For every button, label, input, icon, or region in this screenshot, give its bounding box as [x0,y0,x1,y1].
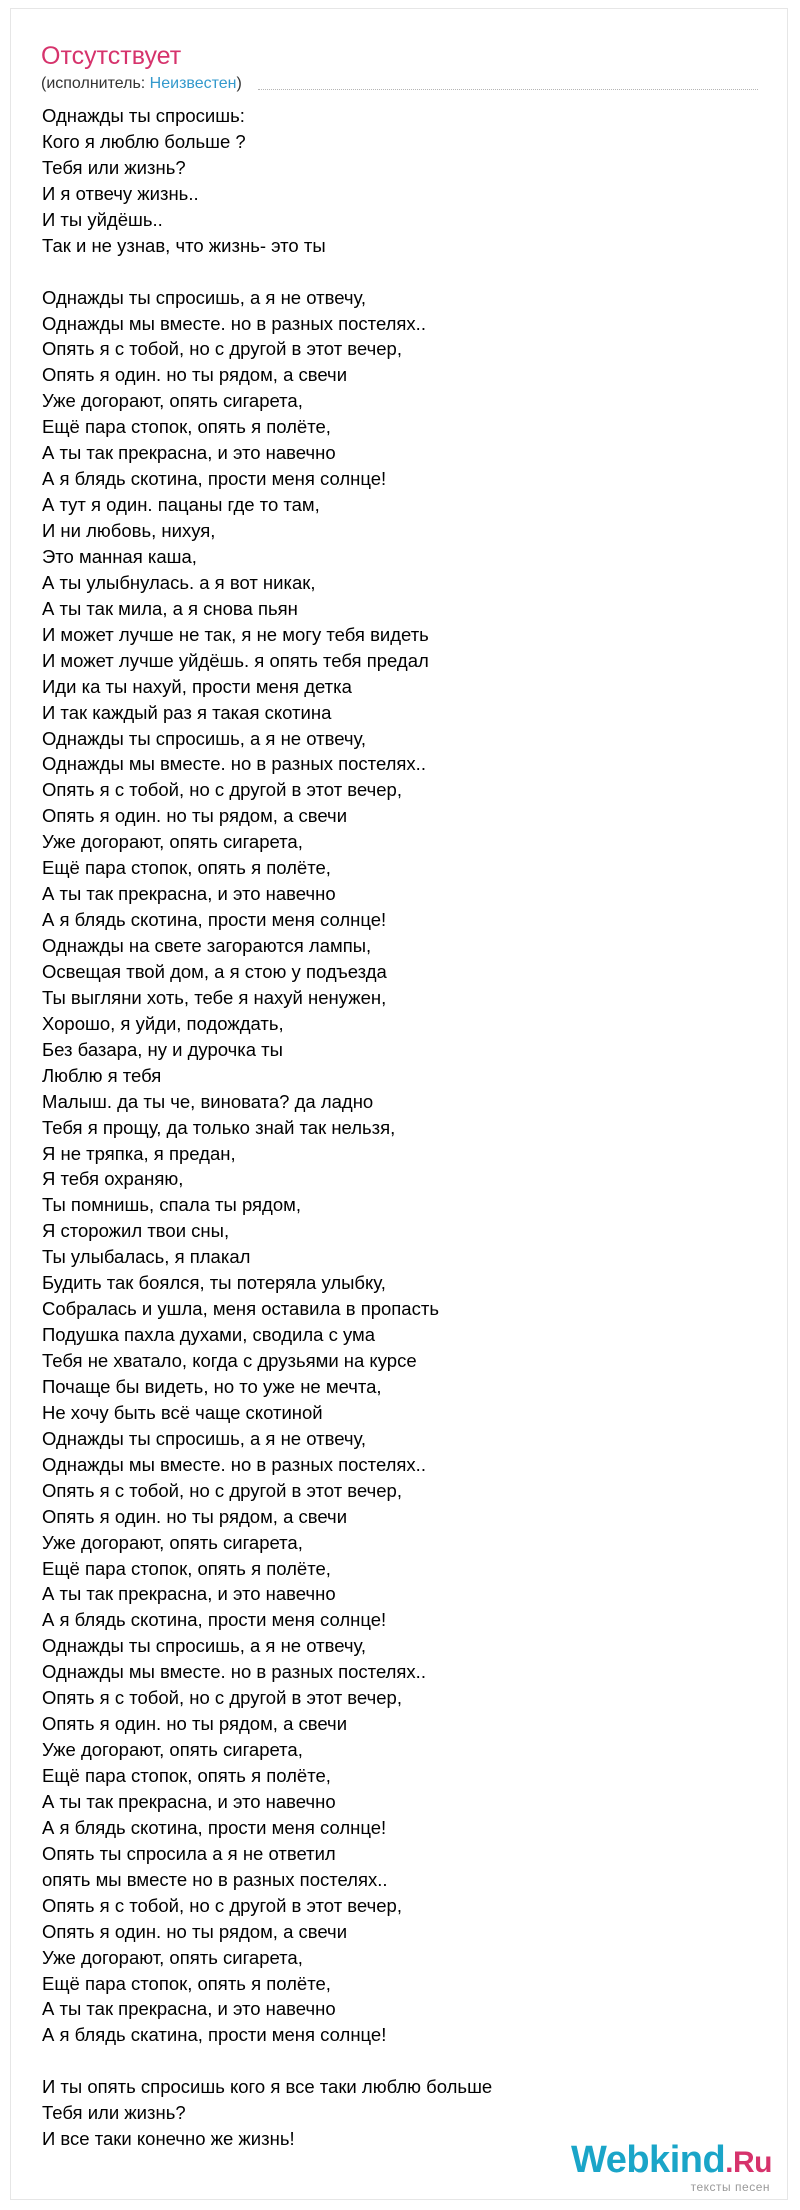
lyric-line: А тут я один. пацаны где то там, [42,494,320,516]
lyric-line: И ты уйдёшь.. [42,208,163,230]
lyric-line: А ты так прекрасна, и это навечно [42,442,336,464]
artist-link[interactable]: Неизвестен [149,75,237,92]
lyric-line: А ты так прекрасна, и это навечно [42,883,336,905]
lyric-line: Так и не узнав, что жизнь- это ты [42,234,326,256]
artist-line [41,74,242,94]
lyric-line: А я блядь скотина, прости меня солнце! [42,468,387,490]
lyric-line: Собралась и ушла, меня оставила в пропасть [42,1298,439,1320]
lyric-line: Однажды ты спросишь, а я не отвечу, [42,286,367,308]
lyric-line: Кого я люблю больше ? [42,130,246,152]
lyric-line: И может лучше уйдёшь. я опять тебя предал [42,649,429,671]
lyric-line: Иди ка ты нахуй, прости меня детка [42,675,352,697]
lyric-line: Однажды ты спросишь, а я не отвечу, [42,727,367,749]
lyric-line [42,259,762,285]
lyric-line: Опять я с тобой, но с другой в этот вечер, [42,1894,402,1916]
lyric-line: Опять я с тобой, но с другой в этот вечер, [42,338,402,360]
lyric-line: И ни любовь, нихуя, [42,520,216,541]
lyric-line: А я блядь скотина, прости меня солнце! [42,1816,387,1838]
lyric-line: И ты опять спросишь кого я все таки люблю больше [42,2076,493,2098]
lyric-line: Однажды ты спросишь, а я не отвечу, [42,1635,367,1657]
lyric-line: Ты выгляни хоть, тебе я нахуй ненужен, [42,986,387,1008]
logo-tagline: тексты песен [690,2180,770,2194]
logo-wordmark [571,2140,772,2183]
lyric-line: опять мы вместе но в разных постелях.. [42,1868,388,1890]
lyric-line: Тебя или жизнь? [42,156,186,178]
lyric-line: Опять я с тобой, но с другой в этот вечер, [42,1479,402,1501]
lyric-line: Это манная каша, [42,545,197,567]
lyric-line: Ещё пара стопок, опять я полёте, [42,1765,331,1786]
lyric-line: Тебя или жизнь? [42,2102,186,2124]
lyric-line: И я отвечу жизнь.. [42,182,199,204]
lyric-line: Тебя не хватало, когда с друзьями на курсе [42,1350,417,1371]
lyric-line: Уже догорают, опять сигарета, [42,1946,303,1968]
lyric-line: Опять я один. но ты рядом, а свечи [42,364,348,386]
logo-tld: .Ru [725,2146,772,2179]
lyric-line: Ты помнишь, спала ты рядом, [42,1194,301,1216]
lyric-line: Хорошо, я уйди, подождать, [42,1012,284,1034]
lyric-line: Уже догорают, опять сигарета, [42,831,303,853]
lyric-line: Уже догорают, опять сигарета, [42,1739,303,1761]
song-title: Отсутствует [41,42,182,70]
lyric-line: Ещё пара стопок, опять я полёте, [42,857,331,879]
lyric-line: И может лучше не так, я не могу тебя видеть [42,623,429,645]
lyric-line: Ещё пара стопок, опять я полёте, [42,416,331,438]
lyric-line: Однажды мы вместе. но в разных постелях.. [42,753,426,775]
lyric-line: Тебя я прощу, да только знай так нельзя, [42,1116,396,1138]
lyric-line: А я блядь скатина, прости меня солнце! [42,2024,387,2046]
lyric-line: Ещё пара стопок, опять я полёте, [42,1972,331,1994]
lyric-line: Однажды ты спросишь, а я не отвечу, [42,1427,367,1449]
lyric-line: А ты так прекрасна, и это навечно [42,1583,336,1605]
lyric-line: Опять я один. но ты рядом, а свечи [42,1505,348,1527]
logo-name: Webkind [571,2139,726,2181]
lyric-line: Малыш. да ты че, виновата? да ладно [42,1090,374,1112]
lyric-line: Уже догорают, опять сигарета, [42,390,303,412]
lyric-line: Я сторожил твои сны, [42,1220,230,1242]
lyric-line: Однажды мы вместе. но в разных постелях.. [42,1661,426,1683]
lyric-line: Однажды ты спросишь: [42,105,245,126]
lyric-line: А ты улыбнулась. а я вот никак, [42,571,316,593]
lyric-line: Опять ты спросила а я не ответил [42,1842,336,1864]
site-logo[interactable] [571,2140,772,2193]
lyric-line: Без базара, ну и дурочка ты [42,1038,283,1060]
lyric-line: Подушка пахла духами, сводила с ума [42,1324,376,1346]
lyric-line: А я блядь скотина, прости меня солнце! [42,1609,387,1631]
lyric-line: А ты так мила, а я снова пьян [42,597,298,619]
artist-suffix: ) [236,75,242,92]
lyric-line: Будить так боялся, ты потеряла улыбку, [42,1272,386,1294]
lyric-line: Однажды на свете загораются лампы, [42,935,372,956]
lyric-line: Опять я с тобой, но с другой в этот вечер, [42,779,402,801]
lyric-line: Опять я один. но ты рядом, а свечи [42,1920,348,1942]
lyric-line: Уже догорают, опять сигарета, [42,1531,303,1553]
lyric-line: И все таки конечно же жизнь! [42,2128,295,2150]
lyric-line: Люблю я тебя [42,1064,162,1086]
lyric-line: Я тебя охраняю, [42,1168,184,1190]
lyric-line: А я блядь скотина, прости меня солнце! [42,909,387,931]
lyric-line [42,2048,762,2074]
lyric-line: Я не тряпка, я предан, [42,1142,236,1164]
lyric-line: А ты так прекрасна, и это навечно [42,1998,336,2020]
lyric-line: Однажды мы вместе. но в разных постелях.. [42,1453,426,1475]
lyric-line: Почаще бы видеть, но то уже не мечта, [42,1375,382,1397]
lyric-line: И так каждый раз я такая скотина [42,701,332,723]
artist-prefix: (исполнитель: [41,75,150,92]
lyric-line: Не хочу быть всё чаще скотиной [42,1401,323,1423]
lyric-line: Опять я с тобой, но с другой в этот вечер, [42,1687,402,1709]
lyric-line: А ты так прекрасна, и это навечно [42,1790,336,1812]
title-divider [258,89,758,90]
lyric-line: Опять я один. но ты рядом, а свечи [42,805,348,827]
lyrics-body [42,103,762,2152]
lyric-line: Однажды мы вместе. но в разных постелях.. [42,312,426,334]
lyric-line: Опять я один. но ты рядом, а свечи [42,1713,348,1735]
lyric-line: Освещая твой дом, а я стою у подъезда [42,960,387,982]
lyric-line: Ещё пара стопок, опять я полёте, [42,1557,331,1579]
lyric-line: Ты улыбалась, я плакал [42,1246,251,1268]
